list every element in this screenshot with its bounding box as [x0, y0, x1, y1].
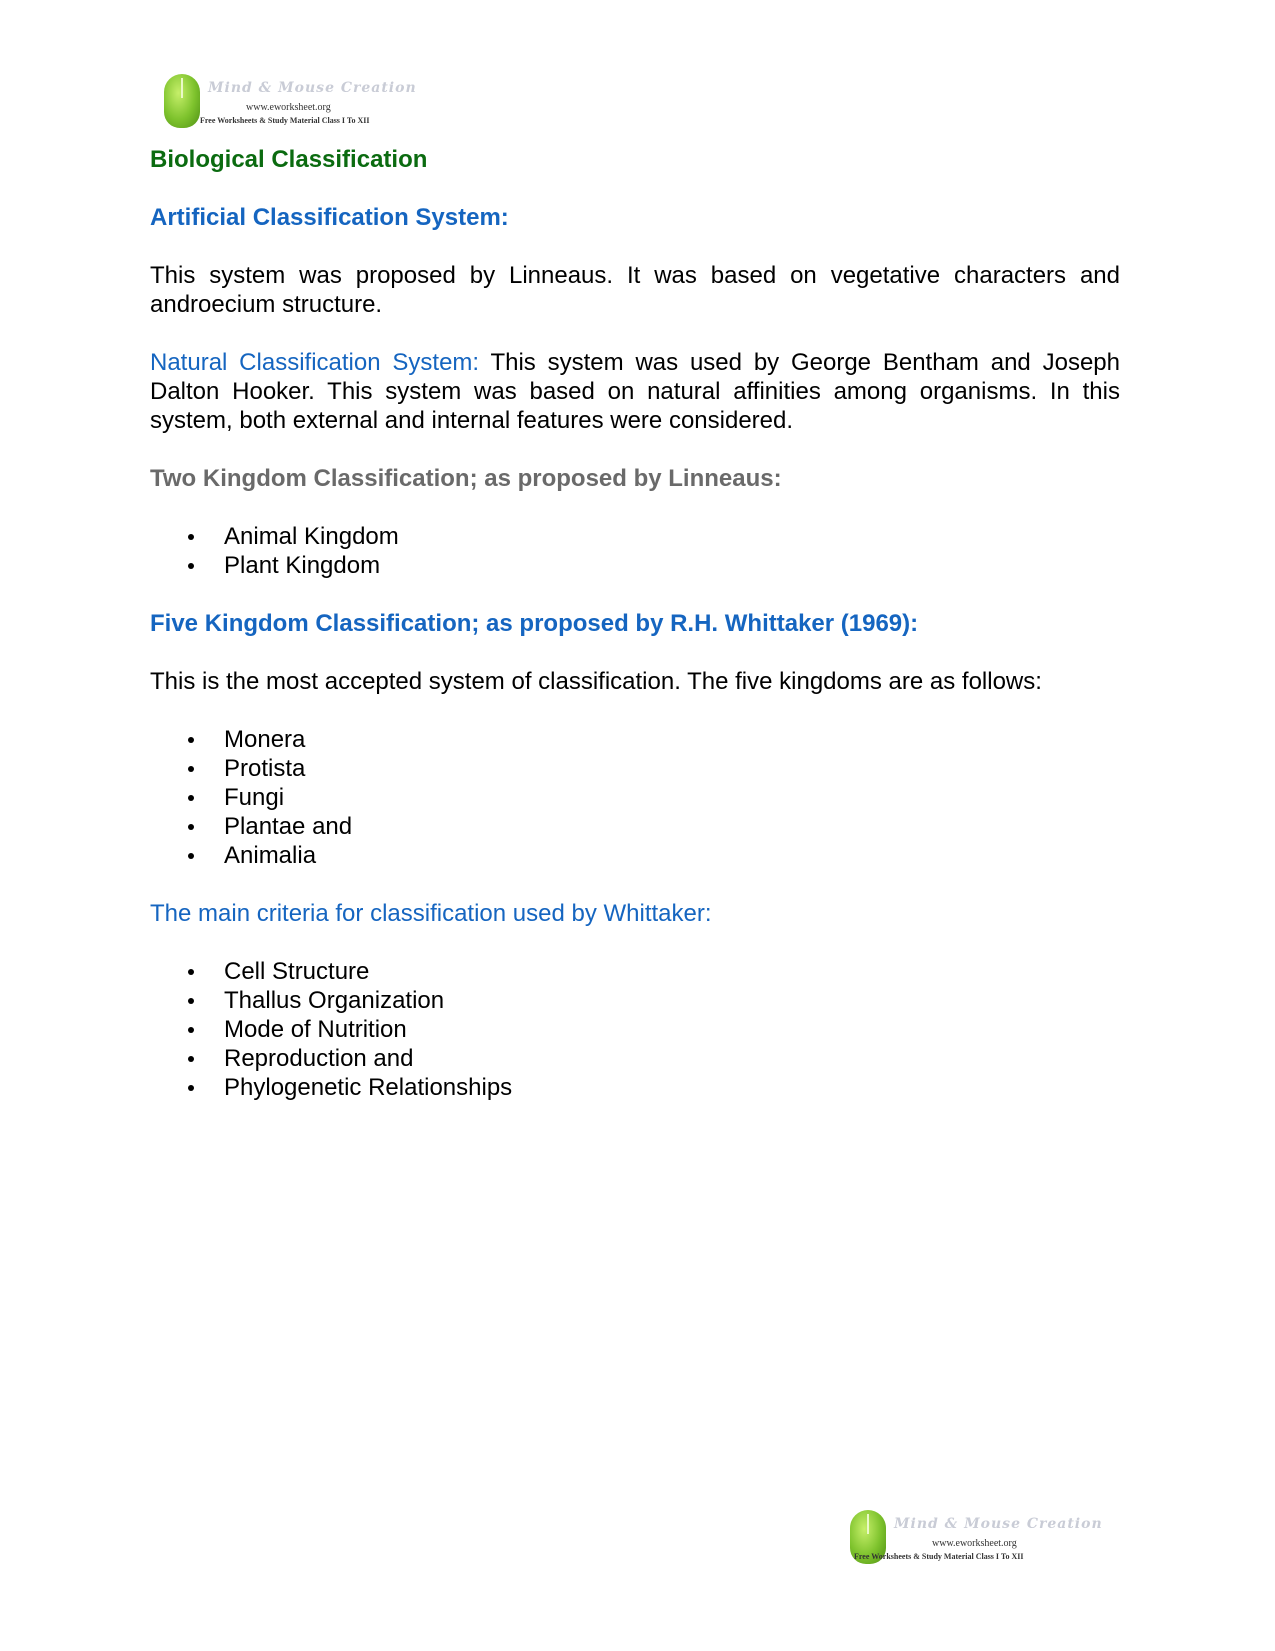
list-item: Monera — [150, 725, 1120, 754]
bullet-icon — [188, 737, 194, 743]
list-item: Protista — [150, 754, 1120, 783]
list-item: Fungi — [150, 783, 1120, 812]
list-item: Cell Structure — [150, 957, 1120, 986]
two-kingdom-heading: Two Kingdom Classification; as proposed by Linneaus: — [150, 465, 782, 492]
logo-tagline: Free Worksheets & Study Material Class I To XII — [200, 116, 370, 125]
bullet-icon — [188, 1056, 194, 1062]
list-item: Mode of Nutrition — [150, 1015, 1120, 1044]
bullet-icon — [188, 969, 194, 975]
list-item: Plant Kingdom — [150, 551, 1120, 580]
document-body — [150, 145, 1120, 1131]
five-kingdom-intro: This is the most accepted system of classification. The five kingdoms are as follows: — [150, 668, 1042, 695]
footer-logo — [846, 1508, 1103, 1570]
bullet-icon — [188, 563, 194, 569]
bullet-icon — [188, 824, 194, 830]
criteria-heading: The main criteria for classification used by Whittaker: — [150, 900, 712, 927]
five-kingdom-list — [150, 725, 1120, 870]
artificial-text: This system was proposed by Linneaus. It was based on vegetative characters and androecium structure. — [150, 262, 1120, 318]
list-item: Animal Kingdom — [150, 522, 1120, 551]
mouse-icon — [164, 74, 200, 128]
bullet-icon — [188, 766, 194, 772]
logo-url: www.eworksheet.org — [246, 102, 331, 113]
five-kingdom-heading: Five Kingdom Classification; as proposed by R.H. Whittaker (1969): — [150, 610, 919, 637]
natural-label: Natural Classification System: — [150, 349, 480, 376]
natural-paragraph — [150, 348, 1120, 435]
logo-brand: Mind & Mouse Creation — [208, 80, 417, 96]
list-item: Plantae and — [150, 812, 1120, 841]
list-item: Phylogenetic Relationships — [150, 1073, 1120, 1102]
natural-text: This system was used by George Bentham and Joseph Dalton Hooker. This system was based on natural affinities among organisms. In this system, both external and internal features were considered. — [150, 349, 1120, 434]
bullet-icon — [188, 534, 194, 540]
bullet-icon — [188, 1085, 194, 1091]
list-item: Animalia — [150, 841, 1120, 870]
logo-tagline: Free Worksheets & Study Material Class I To XII — [854, 1552, 1024, 1561]
list-item: Reproduction and — [150, 1044, 1120, 1073]
logo-brand: Mind & Mouse Creation — [894, 1516, 1103, 1532]
bullet-icon — [188, 998, 194, 1004]
bullet-icon — [188, 853, 194, 859]
bullet-icon — [188, 795, 194, 801]
page-title: Biological Classification — [150, 146, 428, 173]
artificial-heading: Artificial Classification System: — [150, 204, 509, 231]
logo-url: www.eworksheet.org — [932, 1538, 1017, 1549]
criteria-list — [150, 957, 1120, 1102]
two-kingdom-list — [150, 522, 1120, 580]
bullet-icon — [188, 1027, 194, 1033]
site-logo — [160, 72, 417, 134]
list-item: Thallus Organization — [150, 986, 1120, 1015]
